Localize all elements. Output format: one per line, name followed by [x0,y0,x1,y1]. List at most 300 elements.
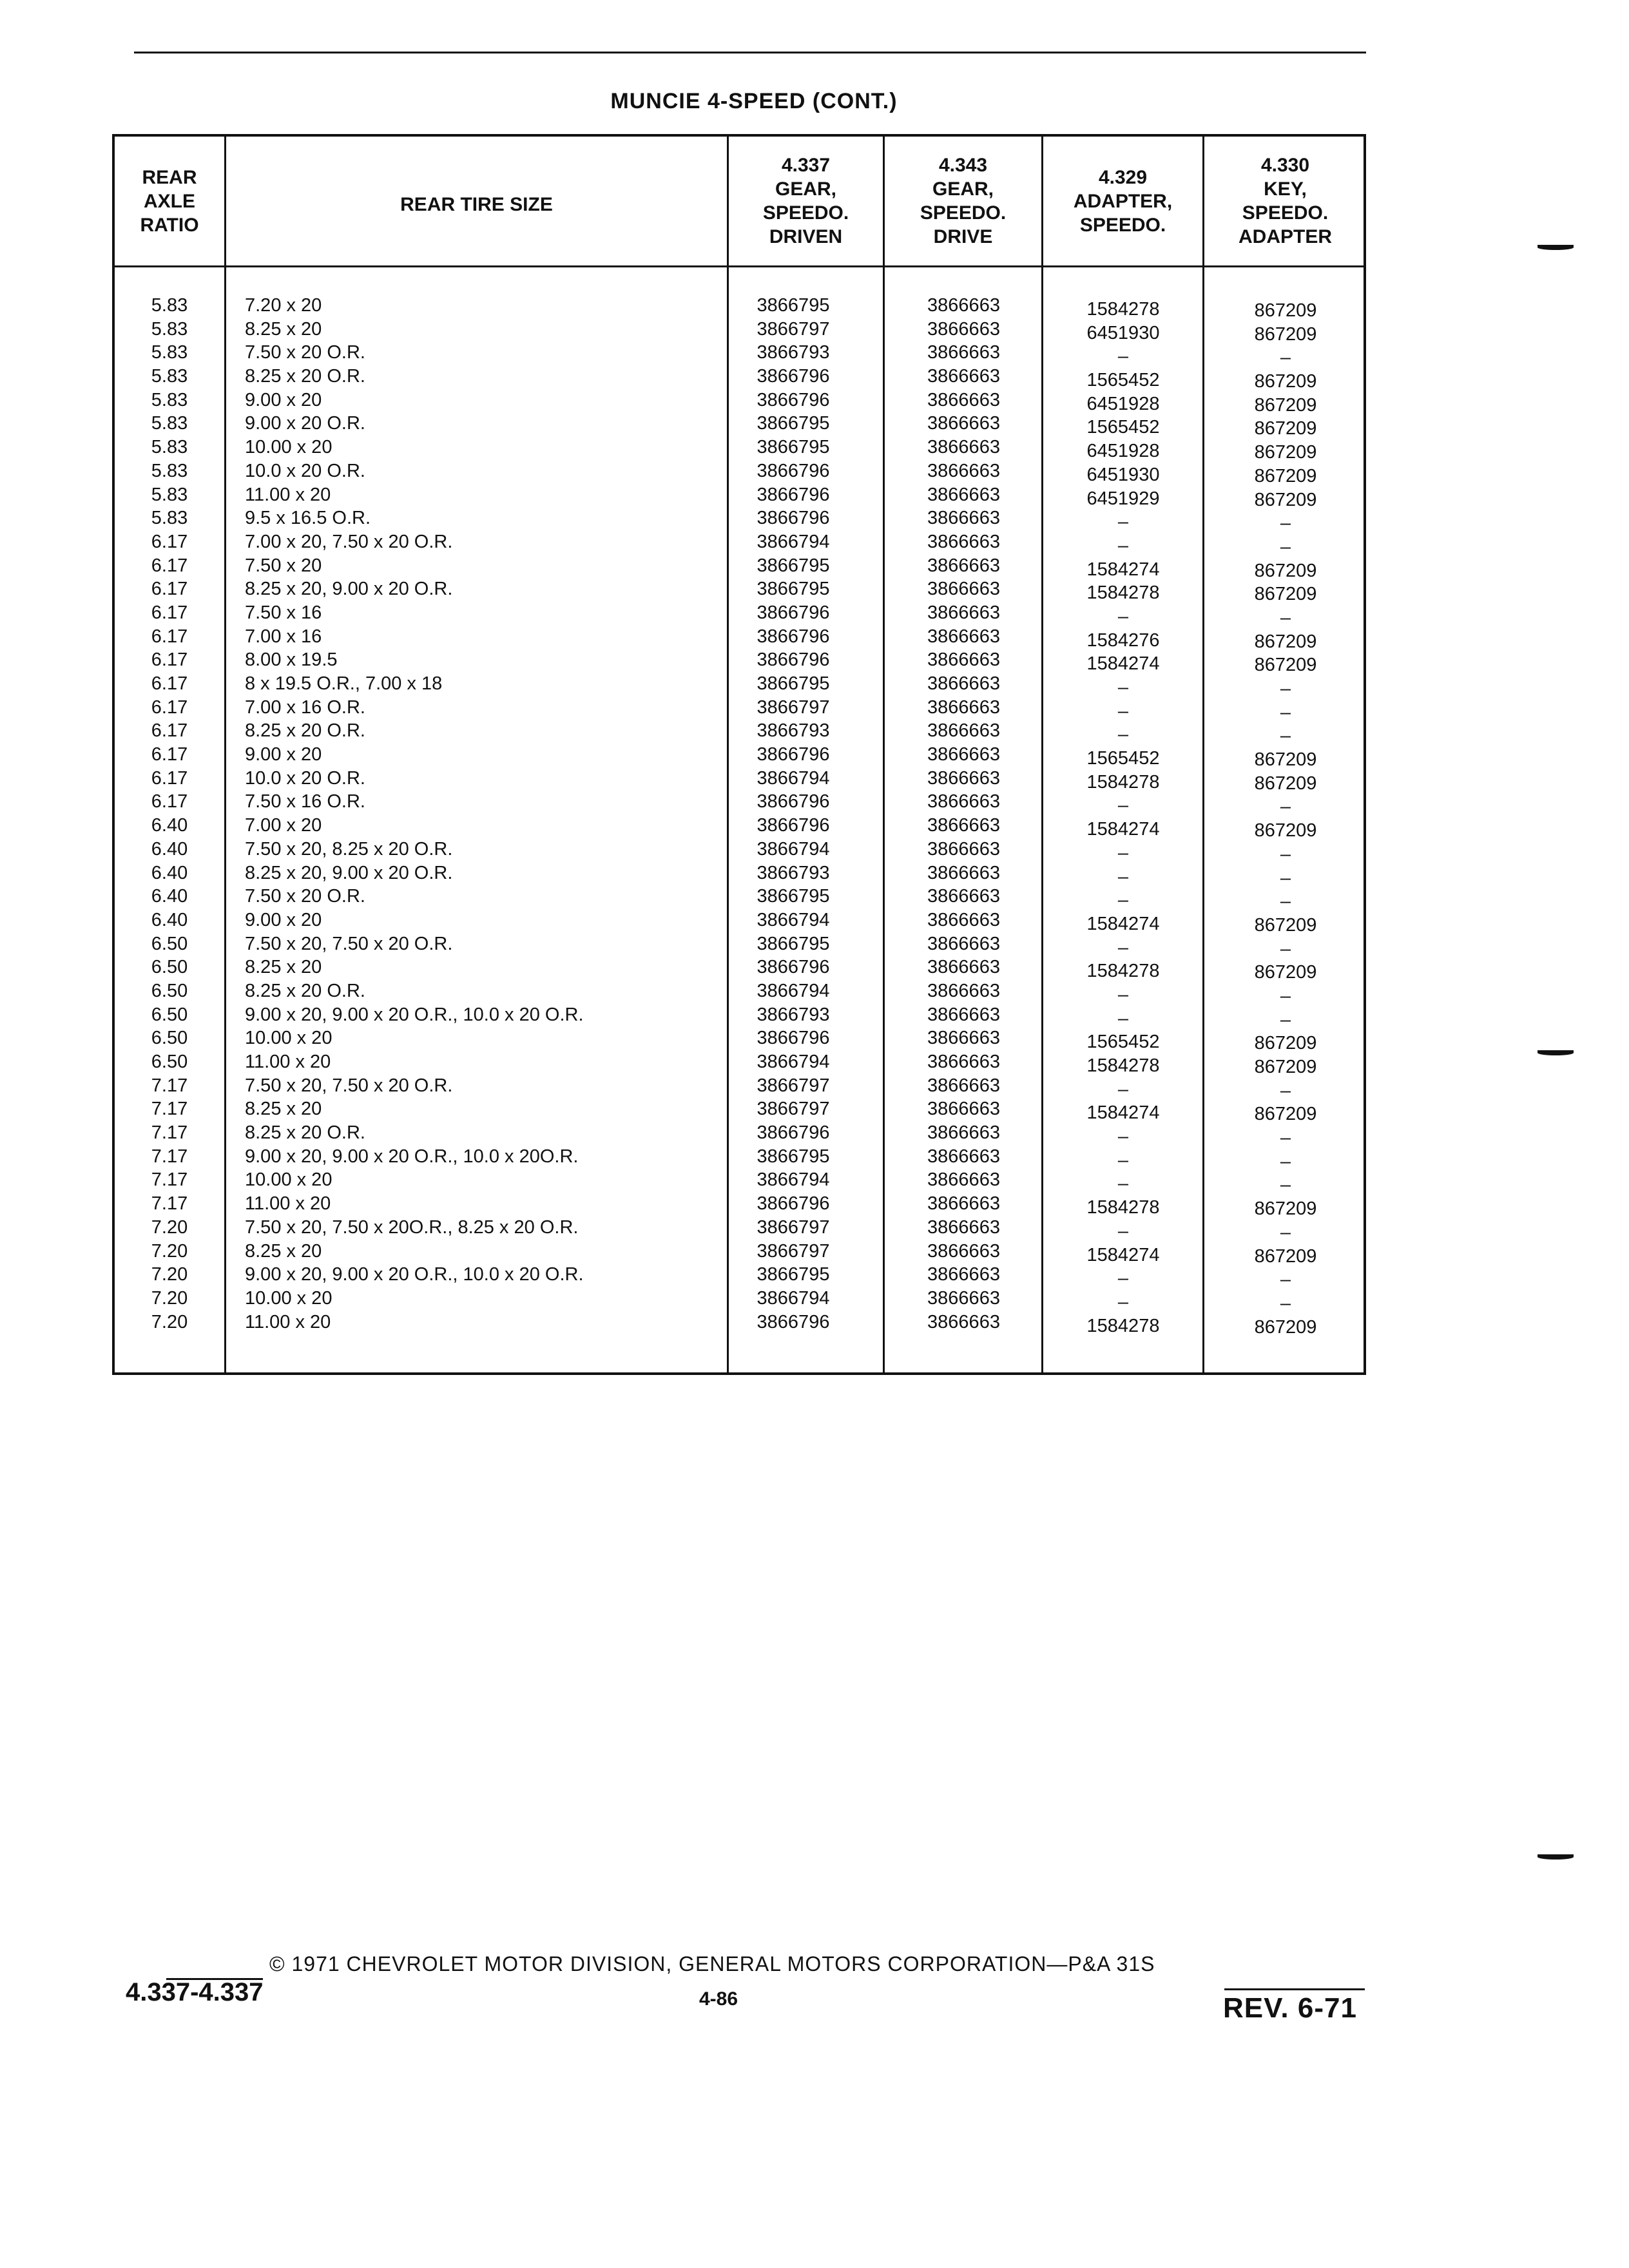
gear-speedo-drive-cell: 3866663 [927,1052,1000,1072]
rear-axle-ratio-cell: 5.83 [151,318,188,340]
table-row [115,436,1364,463]
gear-speedo-driven-cell: 3866795 [757,555,830,576]
rear-axle-ratio-cell: 6.40 [151,838,188,860]
rear-tire-size-cell: 10.00 x 20 [245,1287,333,1309]
rear-axle-ratio-cell: 6.17 [151,697,188,718]
rear-axle-ratio-cell: 6.50 [151,933,188,954]
gear-speedo-drive-cell: 3866663 [927,838,1000,860]
table-row [115,979,1364,1006]
adapter-speedo-cell: – [1117,842,1129,863]
gear-speedo-drive-cell: 3866663 [927,1287,1000,1309]
header-rear-tire-size: REAR TIRE SIZE [400,193,553,215]
gear-speedo-drive-cell: 3866663 [927,1240,1000,1262]
adapter-speedo-cell: – [1117,1268,1129,1289]
adapter-speedo-cell: – [1117,984,1129,1005]
table-row [115,1121,1364,1149]
rear-tire-size-cell: 7.50 x 20 [245,555,322,576]
adapter-speedo-cell: – [1117,606,1129,627]
table-row [115,554,1364,581]
table-row [115,601,1364,628]
gear-speedo-driven-cell: 3866793 [757,1004,830,1025]
table-row [115,838,1364,865]
rear-axle-ratio-cell: 6.50 [151,1004,188,1025]
gear-speedo-driven-cell: 3866796 [757,791,830,812]
gear-speedo-drive-cell: 3866663 [927,697,1000,718]
gear-speedo-drive-cell: 3866663 [927,862,1000,883]
gear-speedo-drive-cell: 3866663 [927,1311,1000,1332]
rear-axle-ratio-cell: 6.40 [151,909,188,930]
rear-tire-size-cell: 7.50 x 20, 7.50 x 20 O.R. [245,933,453,954]
key-speedo-adapter-cell: 867209 [1254,371,1317,392]
gear-speedo-driven-cell: 3866793 [757,862,830,883]
rear-tire-size-cell: 7.00 x 16 [245,626,322,647]
gear-speedo-driven-cell: 3866796 [757,1028,830,1049]
adapter-speedo-cell: – [1117,1079,1129,1100]
gear-speedo-driven-cell: 3866797 [757,1075,830,1096]
key-speedo-adapter-cell: 867209 [1254,560,1317,581]
key-speedo-adapter-cell: 867209 [1254,584,1317,605]
gear-speedo-driven-cell: 3866796 [757,815,830,836]
gear-speedo-drive-cell: 3866663 [927,1028,1000,1049]
rear-tire-size-cell: 7.50 x 20, 8.25 x 20 O.R. [245,838,453,860]
adapter-speedo-cell: 1565452 [1086,417,1160,438]
adapter-speedo-cell: 1584276 [1086,629,1160,651]
rear-axle-ratio-cell: 6.17 [151,531,188,552]
gear-speedo-drive-cell: 3866663 [927,579,1000,600]
rear-axle-ratio-cell: 7.20 [151,1287,188,1309]
rear-axle-ratio-cell: 6.40 [151,886,188,907]
gear-speedo-driven-cell: 3866796 [757,957,830,978]
gear-speedo-driven-cell: 3866796 [757,366,830,387]
adapter-speedo-cell: 1565452 [1086,370,1160,391]
table-row [115,1145,1364,1172]
gear-speedo-drive-cell: 3866663 [927,957,1000,978]
gear-speedo-drive-cell: 3866663 [927,980,1000,1001]
rear-axle-ratio-cell: 6.17 [151,791,188,812]
gear-speedo-drive-cell: 3866663 [927,649,1000,671]
gear-speedo-drive-cell: 3866663 [927,555,1000,576]
table-row [115,459,1364,486]
table-row [115,1003,1364,1030]
rear-axle-ratio-cell: 7.20 [151,1240,188,1262]
adapter-speedo-cell: 6451930 [1086,322,1160,343]
gear-speedo-drive-cell: 3866663 [927,460,1000,481]
gear-speedo-driven-cell: 3866795 [757,295,830,316]
rear-tire-size-cell: 8.25 x 20 O.R. [245,366,365,387]
gear-speedo-driven-cell: 3866793 [757,342,830,363]
adapter-speedo-cell: – [1117,535,1129,556]
rear-axle-ratio-cell: 5.83 [151,484,188,505]
top-rule [134,52,1366,53]
rear-tire-size-cell: 8.25 x 20 O.R. [245,980,365,1001]
table-row [115,530,1364,557]
gear-speedo-driven-cell: 3866794 [757,838,830,860]
rear-tire-size-cell: 10.00 x 20 [245,437,333,458]
table-row [115,1311,1364,1338]
key-speedo-adapter-cell: 867209 [1254,773,1317,794]
gear-speedo-driven-cell: 3866795 [757,1146,830,1167]
key-speedo-adapter-cell: – [1280,513,1291,534]
table-row [115,908,1364,936]
adapter-speedo-cell: – [1117,1220,1129,1242]
gear-speedo-driven-cell: 3866795 [757,579,830,600]
key-speedo-adapter-cell: 867209 [1254,914,1317,936]
key-speedo-adapter-cell: 867209 [1254,1057,1317,1077]
gear-speedo-drive-cell: 3866663 [927,508,1000,529]
gear-speedo-drive-cell: 3866663 [927,815,1000,836]
gear-speedo-driven-cell: 3866796 [757,649,830,671]
table-body [115,294,1364,1338]
gear-speedo-driven-cell: 3866795 [757,437,830,458]
adapter-speedo-cell: 1584278 [1086,299,1160,320]
key-speedo-adapter-cell: 867209 [1254,1245,1317,1267]
adapter-speedo-cell: – [1117,1291,1129,1312]
table-row [115,956,1364,983]
key-speedo-adapter-cell: – [1280,536,1291,557]
rear-tire-size-cell: 8.25 x 20 [245,1240,322,1262]
table-row [115,1216,1364,1243]
adapter-speedo-cell: 1584274 [1086,653,1160,675]
gear-speedo-drive-cell: 3866663 [927,767,1000,789]
rear-tire-size-cell: 11.00 x 20 [245,1311,331,1332]
key-speedo-adapter-cell: – [1280,1175,1291,1196]
binder-tab-mark [1537,1050,1574,1055]
header-adapter-speedo: 4.329 ADAPTER, SPEEDO. [1073,166,1173,236]
key-speedo-adapter-cell: 867209 [1254,489,1317,510]
rear-tire-size-cell: 10.0 x 20 O.R. [245,767,365,789]
rear-tire-size-cell: 11.00 x 20 [245,1193,331,1215]
gear-speedo-drive-cell: 3866663 [927,602,1000,623]
key-speedo-adapter-cell: – [1280,938,1291,959]
table-row [115,1263,1364,1291]
page-number: 4-86 [699,1988,738,2010]
table-row [115,1192,1364,1220]
section-number: 4.337-4.337 [126,1978,264,2006]
adapter-speedo-cell: – [1117,1126,1129,1148]
key-speedo-adapter-cell: 867209 [1254,300,1317,321]
rear-axle-ratio-cell: 5.83 [151,342,188,363]
table-row [115,861,1364,889]
key-speedo-adapter-cell: – [1280,347,1291,369]
rear-tire-size-cell: 9.00 x 20 [245,389,322,410]
binder-tab-mark [1537,1854,1574,1860]
key-speedo-adapter-cell: 867209 [1254,655,1317,676]
gear-speedo-driven-cell: 3866794 [757,909,830,930]
rear-tire-size-cell: 11.00 x 20 [245,484,331,505]
adapter-speedo-cell: 1584274 [1086,819,1160,840]
rear-axle-ratio-cell: 5.83 [151,366,188,387]
gear-speedo-driven-cell: 3866796 [757,389,830,410]
rear-axle-ratio-cell: 5.83 [151,460,188,481]
table-row [115,814,1364,841]
key-speedo-adapter-cell: – [1280,1222,1291,1243]
key-speedo-adapter-cell: – [1280,726,1291,747]
key-speedo-adapter-cell: 867209 [1254,1104,1317,1125]
gear-speedo-drive-cell: 3866663 [927,720,1000,742]
key-speedo-adapter-cell: – [1280,891,1291,912]
table-row [115,719,1364,747]
key-speedo-adapter-cell: – [1280,1269,1291,1291]
rear-axle-ratio-cell: 5.83 [151,437,188,458]
key-speedo-adapter-cell: – [1280,796,1291,818]
gear-speedo-drive-cell: 3866663 [927,673,1000,694]
key-speedo-adapter-cell: 867209 [1254,442,1317,463]
gear-speedo-driven-cell: 3866797 [757,1240,830,1262]
rear-axle-ratio-cell: 6.17 [151,602,188,623]
rear-axle-ratio-cell: 6.17 [151,673,188,694]
key-speedo-adapter-cell: – [1280,1293,1291,1314]
rear-tire-size-cell: 8.25 x 20, 9.00 x 20 O.R. [245,579,453,600]
rear-tire-size-cell: 7.50 x 20 O.R. [245,886,365,907]
adapter-speedo-cell: – [1117,937,1129,958]
gear-speedo-driven-cell: 3866794 [757,767,830,789]
gear-speedo-drive-cell: 3866663 [927,318,1000,340]
gear-speedo-driven-cell: 3866797 [757,1216,830,1238]
rear-axle-ratio-cell: 7.20 [151,1216,188,1238]
gear-speedo-driven-cell: 3866794 [757,1169,830,1191]
rear-axle-ratio-cell: 7.20 [151,1311,188,1332]
key-speedo-adapter-cell: – [1280,1080,1291,1101]
gear-speedo-driven-cell: 3866796 [757,1193,830,1215]
rear-tire-size-cell: 10.0 x 20 O.R. [245,460,365,481]
key-speedo-adapter-cell: – [1280,702,1291,723]
gear-speedo-drive-cell: 3866663 [927,886,1000,907]
gear-speedo-driven-cell: 3866795 [757,933,830,954]
gear-speedo-driven-cell: 3866796 [757,1122,830,1144]
table-row [115,1097,1364,1125]
gear-speedo-drive-cell: 3866663 [927,1264,1000,1285]
key-speedo-adapter-cell: – [1280,607,1291,628]
rear-tire-size-cell: 9.5 x 16.5 O.R. [245,508,371,529]
rear-axle-ratio-cell: 5.83 [151,413,188,434]
gear-speedo-drive-cell: 3866663 [927,744,1000,765]
adapter-speedo-cell: – [1117,1173,1129,1195]
gear-speedo-driven-cell: 3866795 [757,673,830,694]
rear-tire-size-cell: 7.00 x 20, 7.50 x 20 O.R. [245,531,453,552]
gear-speedo-drive-cell: 3866663 [927,1099,1000,1120]
adapter-speedo-cell: – [1117,724,1129,745]
rear-tire-size-cell: 9.00 x 20 O.R. [245,413,365,434]
rear-axle-ratio-cell: 6.17 [151,767,188,789]
table-row [115,790,1364,818]
key-speedo-adapter-cell: – [1280,867,1291,889]
key-speedo-adapter-cell: 867209 [1254,749,1317,771]
table-row [115,412,1364,439]
rear-axle-ratio-cell: 5.83 [151,295,188,316]
gear-speedo-drive-cell: 3866663 [927,413,1000,434]
binder-tab-mark [1537,245,1574,250]
gear-speedo-drive-cell: 3866663 [927,531,1000,552]
adapter-speedo-cell: – [1117,795,1129,816]
rear-tire-size-cell: 7.50 x 20 O.R. [245,342,365,363]
table-row [115,932,1364,959]
rear-axle-ratio-cell: 6.17 [151,555,188,576]
adapter-speedo-cell: – [1117,512,1129,533]
rear-axle-ratio-cell: 5.83 [151,508,188,529]
rear-tire-size-cell: 7.50 x 16 O.R. [245,791,365,812]
gear-speedo-drive-cell: 3866663 [927,1169,1000,1191]
rear-tire-size-cell: 9.00 x 20 [245,744,322,765]
adapter-speedo-cell: – [1117,890,1129,911]
adapter-speedo-cell: 6451930 [1086,464,1160,485]
rear-tire-size-cell: 8.25 x 20 [245,318,322,340]
adapter-speedo-cell: 6451929 [1086,488,1160,509]
rear-tire-size-cell: 7.50 x 20, 7.50 x 20O.R., 8.25 x 20 O.R. [245,1216,579,1238]
key-speedo-adapter-cell: – [1280,843,1291,865]
gear-speedo-driven-cell: 3866795 [757,886,830,907]
table-row [115,1240,1364,1267]
rear-tire-size-cell: 11.00 x 20 [245,1052,331,1072]
rear-axle-ratio-cell: 6.17 [151,720,188,742]
rear-tire-size-cell: 7.50 x 20, 7.50 x 20 O.R. [245,1075,453,1096]
gear-speedo-driven-cell: 3866796 [757,626,830,647]
key-speedo-adapter-cell: 867209 [1254,820,1317,841]
gear-speedo-drive-cell: 3866663 [927,295,1000,316]
rear-tire-size-cell: 7.00 x 20 [245,815,322,836]
rear-tire-size-cell: 8.25 x 20 O.R. [245,720,365,742]
adapter-speedo-cell: – [1117,1149,1129,1171]
table-row [115,1168,1364,1196]
gear-speedo-drive-cell: 3866663 [927,791,1000,812]
rear-tire-size-cell: 8.25 x 20 O.R. [245,1122,365,1144]
rear-axle-ratio-cell: 6.40 [151,862,188,883]
adapter-speedo-cell: – [1117,866,1129,887]
table-row [115,696,1364,723]
revision-label: REV. 6-71 [1223,1992,1357,2024]
gear-speedo-drive-cell: 3866663 [927,1146,1000,1167]
table-row [115,743,1364,771]
header-rear-axle-ratio: REAR AXLE RATIO [140,166,199,236]
footer-rule-right [1224,1988,1365,1990]
rear-tire-size-cell: 7.20 x 20 [245,295,322,316]
adapter-speedo-cell: 1565452 [1086,748,1160,769]
rear-axle-ratio-cell: 6.17 [151,579,188,600]
gear-speedo-driven-cell: 3866796 [757,1311,830,1332]
key-speedo-adapter-cell: 867209 [1254,962,1317,983]
rear-axle-ratio-cell: 7.17 [151,1146,188,1167]
adapter-speedo-cell: 1584274 [1086,1244,1160,1265]
adapter-speedo-cell: 1584274 [1086,1102,1160,1124]
rear-tire-size-cell: 8.25 x 20, 9.00 x 20 O.R. [245,862,453,883]
gear-speedo-drive-cell: 3866663 [927,389,1000,410]
rear-tire-size-cell: 7.00 x 16 O.R. [245,697,365,718]
gear-speedo-drive-cell: 3866663 [927,342,1000,363]
table-row [115,365,1364,392]
gear-speedo-driven-cell: 3866794 [757,1287,830,1309]
gear-speedo-drive-cell: 3866663 [927,626,1000,647]
rear-axle-ratio-cell: 6.50 [151,957,188,978]
gear-speedo-drive-cell: 3866663 [927,909,1000,930]
adapter-speedo-cell: 1584274 [1086,913,1160,934]
rear-tire-size-cell: 8.00 x 19.5 [245,649,338,671]
adapter-speedo-cell: 6451928 [1086,441,1160,462]
adapter-speedo-cell: 1584278 [1086,1055,1160,1076]
header-rule [115,265,1364,267]
gear-speedo-driven-cell: 3866796 [757,460,830,481]
rear-tire-size-cell: 10.00 x 20 [245,1028,333,1049]
gear-speedo-driven-cell: 3866797 [757,697,830,718]
key-speedo-adapter-cell: 867209 [1254,465,1317,486]
adapter-speedo-cell: – [1117,346,1129,367]
gear-speedo-driven-cell: 3866796 [757,602,830,623]
rear-tire-size-cell: 10.00 x 20 [245,1169,333,1191]
rear-axle-ratio-cell: 7.17 [151,1099,188,1120]
header-gear-speedo-drive: 4.343 GEAR, SPEEDO. DRIVE [920,155,1007,247]
adapter-speedo-cell: 1584278 [1086,1197,1160,1218]
gear-speedo-driven-cell: 3866797 [757,318,830,340]
key-speedo-adapter-cell: – [1280,1128,1291,1149]
key-speedo-adapter-cell: – [1280,678,1291,699]
adapter-speedo-cell: 1584278 [1086,582,1160,604]
table-row [115,1074,1364,1101]
table-row [115,648,1364,676]
adapter-speedo-cell: 1584278 [1086,961,1160,982]
gear-speedo-driven-cell: 3866795 [757,1264,830,1285]
gear-speedo-driven-cell: 3866796 [757,508,830,529]
table-row [115,577,1364,605]
table-row [115,767,1364,794]
table-row [115,625,1364,652]
adapter-speedo-cell: 1584278 [1086,771,1160,793]
key-speedo-adapter-cell: – [1280,1009,1291,1030]
copyright-notice: © 1971 CHEVROLET MOTOR DIVISION, GENERAL MOTORS CORPORATION—P&A 31S [269,1952,1155,1975]
rear-tire-size-cell: 9.00 x 20, 9.00 x 20 O.R., 10.0 x 20 O.R. [245,1264,584,1285]
rear-tire-size-cell: 9.00 x 20, 9.00 x 20 O.R., 10.0 x 20 O.R. [245,1004,584,1025]
parts-table [112,134,1366,1375]
adapter-speedo-cell: – [1117,1008,1129,1029]
gear-speedo-drive-cell: 3866663 [927,1075,1000,1096]
rear-axle-ratio-cell: 7.17 [151,1169,188,1191]
gear-speedo-driven-cell: 3866795 [757,413,830,434]
rear-tire-size-cell: 8.25 x 20 [245,1099,322,1120]
key-speedo-adapter-cell: 867209 [1254,631,1317,652]
rear-axle-ratio-cell: 6.50 [151,1052,188,1072]
gear-speedo-driven-cell: 3866796 [757,744,830,765]
gear-speedo-drive-cell: 3866663 [927,933,1000,954]
table-row [115,1026,1364,1054]
key-speedo-adapter-cell: 867209 [1254,1033,1317,1054]
rear-tire-size-cell: 7.50 x 16 [245,602,322,623]
key-speedo-adapter-cell: – [1280,1151,1291,1172]
table-row [115,294,1364,321]
gear-speedo-drive-cell: 3866663 [927,366,1000,387]
gear-speedo-driven-cell: 3866796 [757,484,830,505]
table-row [115,506,1364,534]
gear-speedo-driven-cell: 3866794 [757,1052,830,1072]
gear-speedo-drive-cell: 3866663 [927,484,1000,505]
gear-speedo-drive-cell: 3866663 [927,1193,1000,1215]
rear-axle-ratio-cell: 6.40 [151,815,188,836]
key-speedo-adapter-cell: 867209 [1254,323,1317,345]
rear-axle-ratio-cell: 6.17 [151,744,188,765]
table-row [115,389,1364,416]
rear-axle-ratio-cell: 6.17 [151,649,188,671]
rear-axle-ratio-cell: 7.17 [151,1193,188,1215]
rear-axle-ratio-cell: 6.50 [151,1028,188,1049]
adapter-speedo-cell: – [1117,677,1129,698]
page-title: MUNCIE 4-SPEED (CONT.) [610,89,898,113]
rear-axle-ratio-cell: 7.17 [151,1122,188,1144]
rear-tire-size-cell: 8 x 19.5 O.R., 7.00 x 18 [245,673,443,694]
key-speedo-adapter-cell: 867209 [1254,418,1317,439]
key-speedo-adapter-cell: 867209 [1254,394,1317,416]
key-speedo-adapter-cell: – [1280,985,1291,1006]
adapter-speedo-cell: – [1117,700,1129,722]
table-row [115,885,1364,912]
gear-speedo-drive-cell: 3866663 [927,1004,1000,1025]
gear-speedo-driven-cell: 3866794 [757,980,830,1001]
rear-tire-size-cell: 8.25 x 20 [245,957,322,978]
